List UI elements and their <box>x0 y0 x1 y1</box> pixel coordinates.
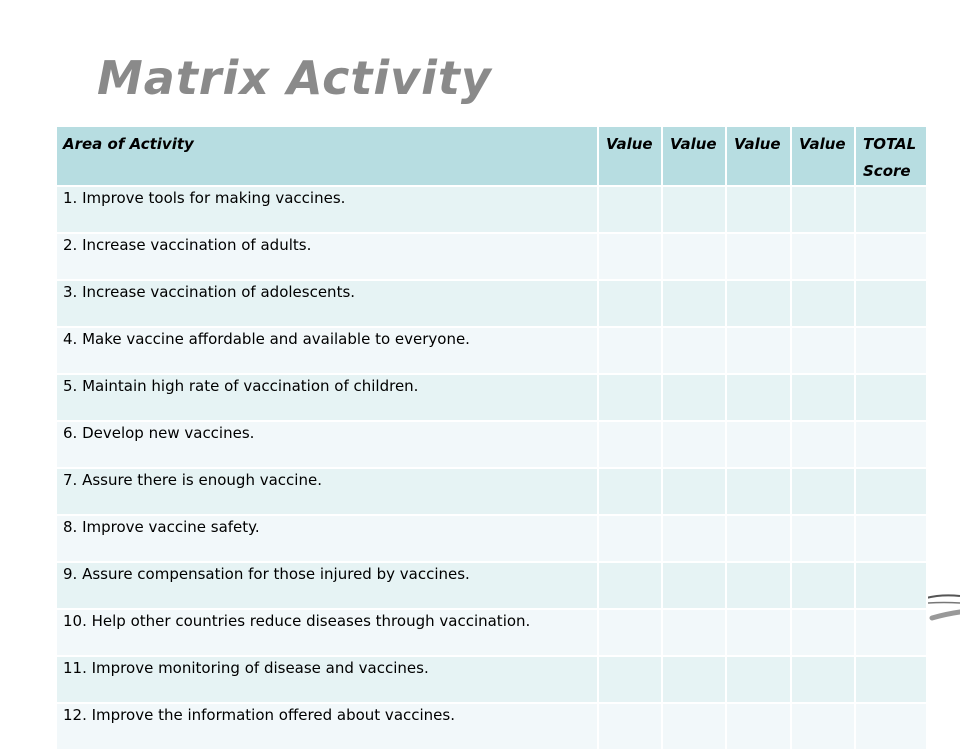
table-row <box>57 657 928 704</box>
total-score-cell[interactable] <box>856 422 928 469</box>
value-cell[interactable] <box>727 422 792 469</box>
value-cell[interactable] <box>727 657 792 704</box>
value-cell[interactable] <box>599 516 663 563</box>
table-row <box>57 328 928 375</box>
value-cell[interactable] <box>792 516 856 563</box>
table-row <box>57 234 928 281</box>
activity-cell: 10. Help other countries reduce diseases through vaccination. <box>57 610 599 657</box>
matrix-table <box>57 127 928 751</box>
value-cell[interactable] <box>663 704 727 751</box>
total-score-cell[interactable] <box>856 281 928 328</box>
header-total-score: TOTAL Score <box>856 127 928 187</box>
header-value: Value <box>727 127 792 187</box>
value-cell[interactable] <box>792 610 856 657</box>
value-cell[interactable] <box>792 563 856 610</box>
value-cell[interactable] <box>663 469 727 516</box>
value-cell[interactable] <box>663 422 727 469</box>
header-value: Value <box>663 127 727 187</box>
value-cell[interactable] <box>663 657 727 704</box>
value-cell[interactable] <box>792 657 856 704</box>
activity-cell: 6. Develop new vaccines. <box>57 422 599 469</box>
pen-decoration <box>924 578 960 628</box>
value-cell[interactable] <box>663 234 727 281</box>
total-score-cell[interactable] <box>856 469 928 516</box>
value-cell[interactable] <box>727 704 792 751</box>
page-title: Matrix Activity <box>97 51 492 105</box>
value-cell[interactable] <box>599 281 663 328</box>
activity-cell: 8. Improve vaccine safety. <box>57 516 599 563</box>
activity-cell: 9. Assure compensation for those injured by vaccines. <box>57 563 599 610</box>
table-row <box>57 422 928 469</box>
table-row <box>57 281 928 328</box>
value-cell[interactable] <box>727 281 792 328</box>
value-cell[interactable] <box>792 422 856 469</box>
total-score-cell[interactable] <box>856 704 928 751</box>
header-value: Value <box>599 127 663 187</box>
header-value: Value <box>792 127 856 187</box>
activity-cell: 2. Increase vaccination of adults. <box>57 234 599 281</box>
total-score-cell[interactable] <box>856 234 928 281</box>
activity-cell: 12. Improve the information offered about vaccines. <box>57 704 599 751</box>
value-cell[interactable] <box>599 563 663 610</box>
value-cell[interactable] <box>792 328 856 375</box>
total-score-cell[interactable] <box>856 610 928 657</box>
value-cell[interactable] <box>727 563 792 610</box>
table-row <box>57 516 928 563</box>
value-cell[interactable] <box>792 234 856 281</box>
value-cell[interactable] <box>599 234 663 281</box>
value-cell[interactable] <box>663 187 727 234</box>
value-cell[interactable] <box>792 281 856 328</box>
value-cell[interactable] <box>792 187 856 234</box>
value-cell[interactable] <box>663 563 727 610</box>
total-score-cell[interactable] <box>856 563 928 610</box>
value-cell[interactable] <box>792 375 856 422</box>
value-cell[interactable] <box>663 516 727 563</box>
activity-cell: 4. Make vaccine affordable and available to everyone. <box>57 328 599 375</box>
table-row <box>57 469 928 516</box>
total-score-cell[interactable] <box>856 516 928 563</box>
total-score-cell[interactable] <box>856 328 928 375</box>
value-cell[interactable] <box>727 187 792 234</box>
activity-cell: 5. Maintain high rate of vaccination of children. <box>57 375 599 422</box>
value-cell[interactable] <box>599 422 663 469</box>
value-cell[interactable] <box>792 469 856 516</box>
value-cell[interactable] <box>599 187 663 234</box>
value-cell[interactable] <box>599 610 663 657</box>
value-cell[interactable] <box>599 657 663 704</box>
value-cell[interactable] <box>599 704 663 751</box>
table-row <box>57 704 928 751</box>
value-cell[interactable] <box>727 328 792 375</box>
value-cell[interactable] <box>663 281 727 328</box>
value-cell[interactable] <box>727 375 792 422</box>
activity-cell: 11. Improve monitoring of disease and vaccines. <box>57 657 599 704</box>
value-cell[interactable] <box>727 610 792 657</box>
value-cell[interactable] <box>727 469 792 516</box>
table-header-row <box>57 127 928 187</box>
total-score-cell[interactable] <box>856 657 928 704</box>
value-cell[interactable] <box>663 610 727 657</box>
table-row <box>57 563 928 610</box>
value-cell[interactable] <box>599 328 663 375</box>
activity-cell: 7. Assure there is enough vaccine. <box>57 469 599 516</box>
value-cell[interactable] <box>663 375 727 422</box>
activity-cell: 1. Improve tools for making vaccines. <box>57 187 599 234</box>
value-cell[interactable] <box>727 234 792 281</box>
activity-cell: 3. Increase vaccination of adolescents. <box>57 281 599 328</box>
table-row <box>57 187 928 234</box>
value-cell[interactable] <box>663 328 727 375</box>
value-cell[interactable] <box>599 375 663 422</box>
value-cell[interactable] <box>599 469 663 516</box>
total-score-cell[interactable] <box>856 187 928 234</box>
header-area-of-activity: Area of Activity <box>57 127 599 187</box>
value-cell[interactable] <box>792 704 856 751</box>
table-row <box>57 375 928 422</box>
table-row <box>57 610 928 657</box>
total-score-cell[interactable] <box>856 375 928 422</box>
table-body <box>57 187 928 751</box>
value-cell[interactable] <box>727 516 792 563</box>
